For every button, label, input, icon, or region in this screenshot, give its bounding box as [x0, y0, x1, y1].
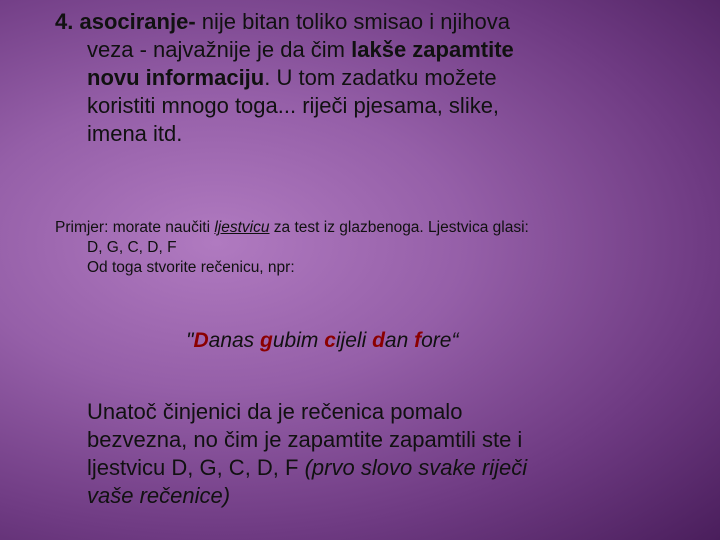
underlined-word: ljestvicu	[214, 219, 270, 236]
paragraph-line	[55, 64, 675, 92]
highlight-letter: d	[372, 329, 385, 352]
highlight-letter: c	[324, 329, 336, 352]
paragraph-text: veza - najvažnije je da čim	[87, 37, 352, 62]
highlight-letter: g	[260, 329, 273, 352]
quote-mark: “	[451, 329, 459, 352]
paragraph-association	[55, 8, 675, 148]
italic-note: (prvo slovo svake riječi	[304, 455, 528, 480]
highlight-letter: D	[193, 329, 209, 352]
emphasis-text: lakše zapamtite	[351, 37, 514, 62]
paragraph-text: nije bitan toliko smisao i njihova	[195, 9, 510, 34]
paragraph-example	[55, 218, 705, 278]
paragraph-line: koristiti mnogo toga... riječi pjesama, slike,	[87, 93, 500, 118]
paragraph-text: . U tom zadatku možete	[264, 65, 497, 90]
emphasis-text: novu informaciju	[87, 65, 265, 90]
paragraph-line: bezvezna, no čim je zapamtite zapamtili ste i	[87, 427, 523, 452]
example-text: za test iz glazbenoga. Ljestvica glasi:	[269, 219, 529, 236]
example-text: Primjer: morate naučiti	[55, 219, 215, 236]
highlight-letter: f	[414, 329, 422, 352]
word-rest: an	[384, 329, 415, 352]
scale-notes: D, G, C, D, F	[87, 239, 177, 256]
paragraph-line: ljestvicu D, G, C, D, F	[87, 455, 305, 480]
paragraph-line: imena itd.	[87, 121, 183, 146]
mnemonic-sentence	[186, 327, 458, 355]
term-heading: asociranje-	[79, 9, 196, 34]
quote-mark: "	[186, 329, 194, 352]
word-rest: ore	[421, 329, 452, 352]
item-number: 4.	[55, 9, 74, 34]
paragraph-line: Unatoč činjenici da je rečenica pomalo	[87, 399, 463, 424]
example-text: Od toga stvorite rečenicu, npr:	[87, 259, 295, 276]
word-rest: ubim	[272, 329, 325, 352]
paragraph-conclusion	[87, 398, 687, 510]
italic-note: vaše rečenice)	[87, 483, 231, 508]
word-rest: ijeli	[335, 329, 373, 352]
paragraph-line	[55, 36, 675, 64]
word-rest: anas	[208, 329, 261, 352]
